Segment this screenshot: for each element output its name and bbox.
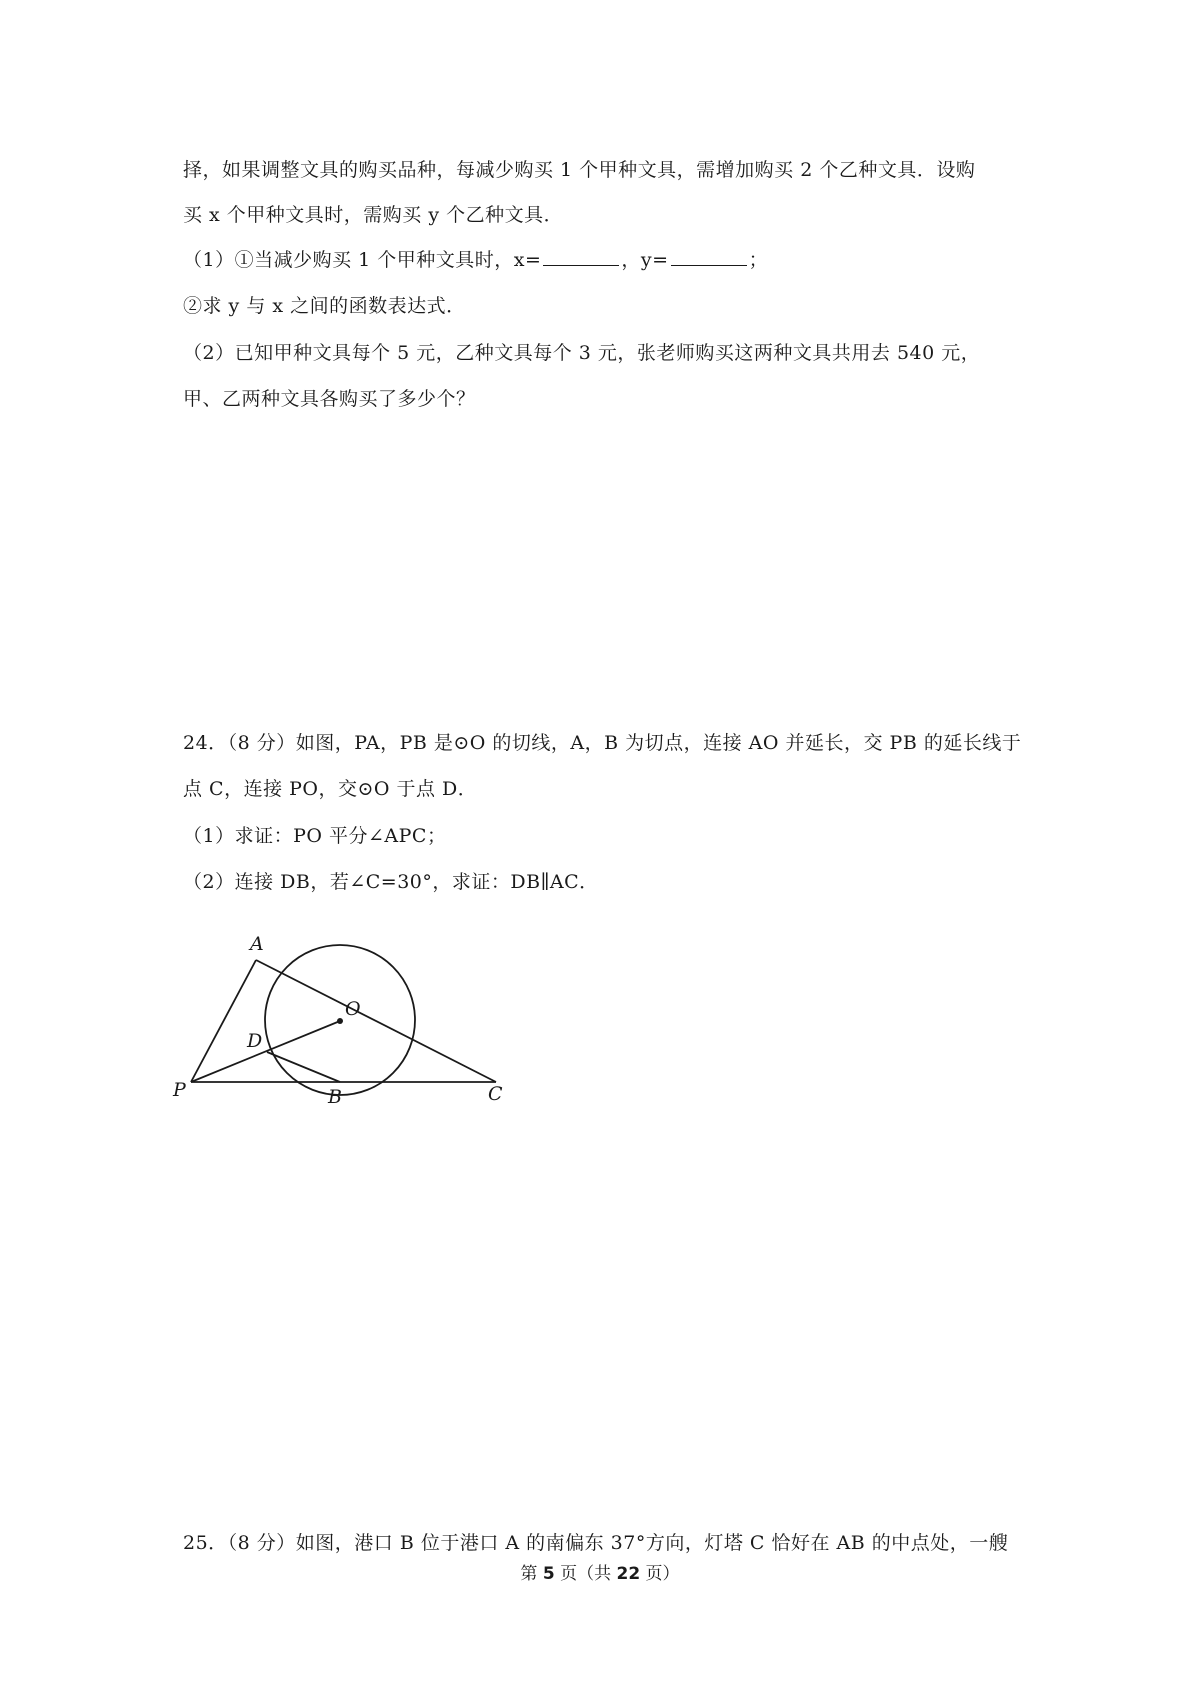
- q24-line-1: 24．（8 分）如图，PA，PB 是⊙O 的切线，A，B 为切点，连接 AO 并延长，交 PB 的延长线于: [183, 732, 1022, 754]
- footer-page-number: 5: [542, 1564, 555, 1584]
- answer-blank-x[interactable]: [543, 245, 619, 266]
- q24-part1: （1）求证：PO 平分∠APC；: [183, 825, 447, 847]
- footer-total-pages: 22: [616, 1564, 641, 1584]
- q23-part2-line-2: 甲、乙两种文具各购买了多少个？: [183, 388, 476, 410]
- label-d: D: [247, 1030, 263, 1052]
- q23-line-1: 择，如果调整文具的购买品种，每减少购买 1 个甲种文具，需增加购买 2 个乙种文具．设购: [183, 159, 976, 181]
- center-point-o: [337, 1018, 343, 1024]
- q23-line-2: 买 x 个甲种文具时，需购买 y 个乙种文具．: [183, 204, 564, 226]
- q23-part1a: [183, 245, 768, 275]
- q23-part2-line-1: （2）已知甲种文具每个 5 元，乙种文具每个 3 元，张老师购买这两种文具共用去 540 元，: [183, 342, 981, 364]
- q23-part1b: ②求 y 与 x 之间的函数表达式．: [183, 295, 466, 317]
- label-c: C: [488, 1083, 503, 1105]
- segment-pa: [191, 960, 256, 1082]
- segment-ac: [256, 960, 496, 1082]
- q23-part1a-mid: ，y=: [621, 249, 669, 271]
- label-b: B: [328, 1086, 342, 1105]
- q23-part1a-prefix: （1）①当减少购买 1 个甲种文具时，x=: [183, 249, 542, 271]
- q24-line-2: 点 C，连接 PO，交⊙O 于点 D．: [183, 778, 478, 800]
- footer-prefix: 第: [520, 1564, 543, 1584]
- q25-line-1: 25．（8 分）如图，港口 B 位于港口 A 的南偏东 37°方向，灯塔 C 恰好在 AB 的中点处，一艘: [183, 1532, 1009, 1554]
- q23-part1a-suffix: ；: [748, 249, 769, 271]
- label-a: A: [250, 933, 264, 955]
- label-o: O: [345, 998, 361, 1020]
- page-footer: [0, 1562, 1200, 1586]
- footer-suffix: 页）: [640, 1564, 680, 1584]
- footer-middle: 页（共: [554, 1564, 617, 1584]
- q24-part2: （2）连接 DB，若∠C=30°，求证：DB∥AC．: [183, 871, 599, 893]
- label-p: P: [173, 1079, 186, 1101]
- segment-db: [267, 1052, 340, 1082]
- answer-blank-y[interactable]: [671, 245, 747, 266]
- geometry-figure: [170, 900, 510, 1105]
